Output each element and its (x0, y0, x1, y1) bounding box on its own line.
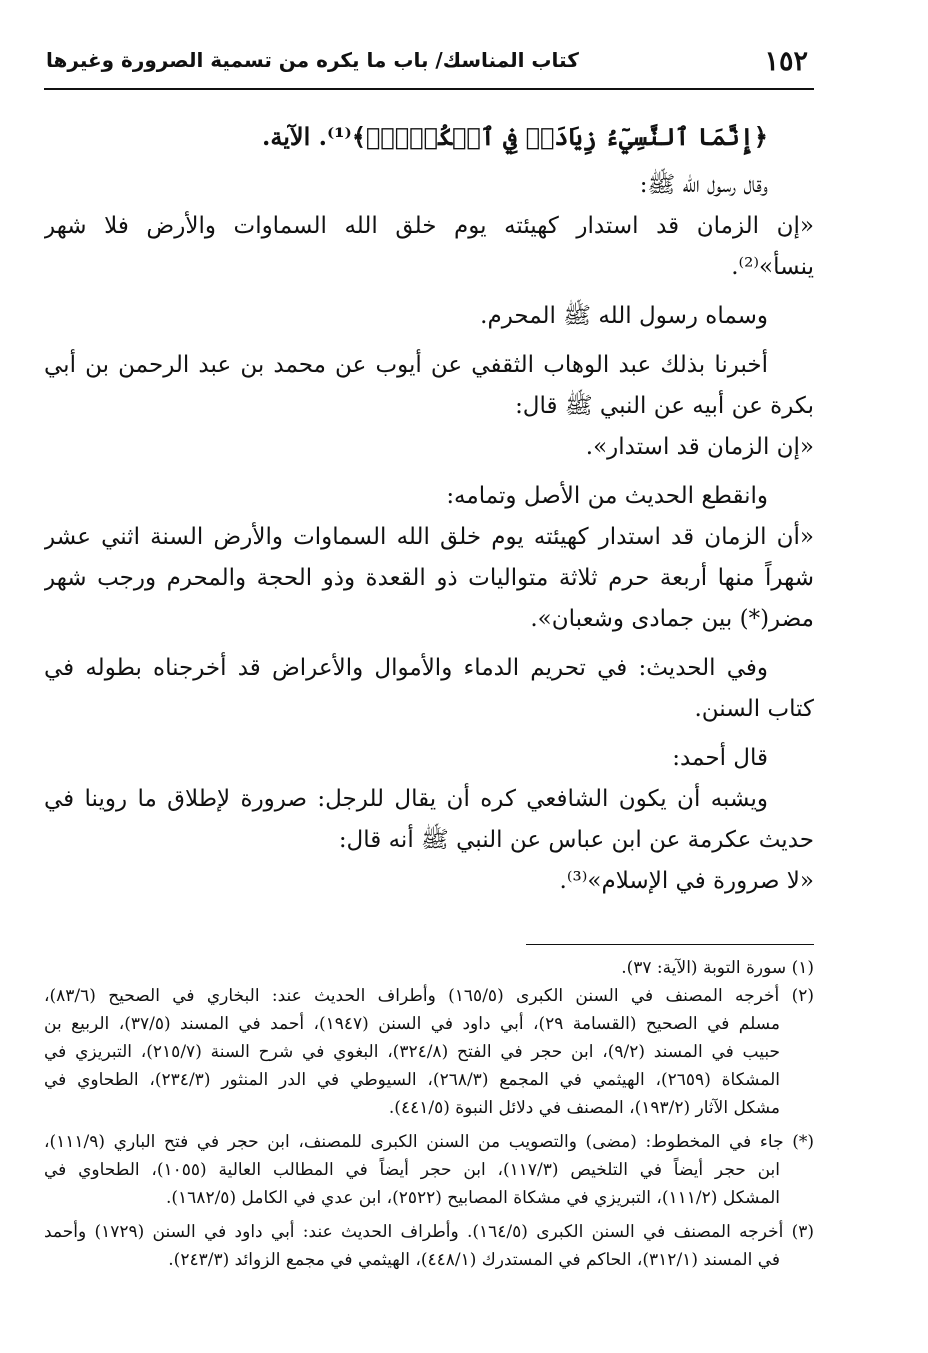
footnote-star-cont: المشكل (١١١/٢)، التبريزي في مشكاة المصابيح (٢٥٢٢)، ابن عدي في الكامل (١٦٨٢/٥). (166, 1188, 780, 1208)
isnad-line: أخبرنا بذلك عبد الوهاب الثقفي عن أيوب عن محمد بن عبد الرحمن بن أبي (44, 352, 768, 378)
footnote-star-cont: ابن حجر أيضاً في التلخيص (١١٧/٣)، ابن حجر أيضاً في المطالب العالية (١٠٥٥)، الطحاوي في (44, 1160, 780, 1180)
footnote-2-cont: مشكل الآثار (١٩٣/٢)، المصنف في دلائل النبوة (٤٤١/٥). (388, 1098, 780, 1118)
main-text (44, 116, 814, 902)
quran-verse: ﴿إِنَّمَا ٱلنَّسِيٓءُ زِيَادَةٞ فِي ٱلۡكُفۡرِۖ﴾⁽¹⁾. الآية. (262, 122, 768, 151)
text-line: قال أحمد: (672, 745, 768, 771)
footnotes (44, 954, 814, 1274)
footnote-2: (٢) أخرجه المصنف في السنن الكبرى (١٦٥/٥) وأطراف الحديث عند: البخاري في الصحيح (٨٣/٦)، (44, 986, 814, 1006)
page-header (44, 36, 814, 90)
hadith-line: «لا صرورة في الإسلام»⁽³⁾. (559, 868, 814, 894)
footnote-3-cont: في المسند (٣١٢/١)، الحاكم في المستدرك (٤٤٨/١)، الهيثمي في مجمع الزوائد (٢٤٣/٣). (168, 1250, 780, 1270)
hadith-line: «إن الزمان قد استدار كهيئته يوم خلق الله السماوات والأرض فلا شهر (44, 213, 814, 239)
footnote-2-cont: مسلم في الصحيح (القسامة ٢٩)، أبي داود في السنن (١٩٤٧)، أحمد في المسند (٣٧/٥)، الربيع بن (44, 1014, 780, 1034)
hadith-line: ينسأ»⁽²⁾. (731, 254, 814, 280)
footnote-2-cont: حبيب في المسند (٩/٢)، ابن حجر في الفتح (٣٢٤/٨)، البغوي في شرح السنة (٢١٥/٧)، التبريزي في (44, 1042, 780, 1062)
text-line: وسماه رسول الله ﷺ المحرم. (480, 303, 768, 329)
text-line: كتاب السنن. (694, 696, 814, 722)
footnote-divider (526, 944, 814, 945)
isnad-line: بكرة عن أبيه عن النبي ﷺ قال: (515, 393, 814, 419)
footnote-star: (*) جاء في المخطوط: (مضى) والتصويب من السنن الكبرى للمصنف، ابن حجر في فتح الباري (١١١/٩)، (44, 1132, 814, 1152)
text-line: وفي الحديث: في تحريم الدماء والأموال والأعراض قد أخرجناه بطوله في (44, 655, 768, 681)
hadith-line: «أن الزمان قد استدار كهيئته يوم خلق الله السماوات والأرض السنة اثني عشر (44, 524, 814, 550)
text-line: حديث عكرمة عن ابن عباس عن النبي ﷺ أنه قال: (338, 827, 814, 853)
text-line: ويشبه أن يكون الشافعي كره أن يقال للرجل: صرورة لإطلاق ما روينا في (44, 786, 768, 812)
footnote-3: (٣) أخرجه المصنف في السنن الكبرى (١٦٤/٥). وأطراف الحديث عند: أبي داود في السنن (١٧٢٩) وأحمد (44, 1222, 814, 1242)
hadith-line: شهراً منها أربعة حرم ثلاثة متواليات ذو القعدة وذو الحجة والمحرم ورجب شهر (44, 565, 814, 591)
text-line: وقال رسول الله ﷺ: (639, 172, 768, 198)
hadith-line: «إن الزمان قد استدار». (585, 434, 814, 460)
running-title: كتاب المناسك/ باب ما يكره من تسمية الصرورة وغيرها (46, 48, 579, 72)
page-number: ١٥٢ (764, 46, 808, 77)
text-line: وانقطع الحديث من الأصل وتمامه: (446, 483, 768, 509)
book-page (44, 36, 814, 1336)
hadith-line: مضر(*) بين جمادى وشعبان». (530, 606, 814, 632)
footnote-1: (١) سورة التوبة (الآية: ٣٧). (621, 958, 814, 978)
footnote-2-cont: المشكاة (٢٦٥٩)، الهيثمي في المجمع (٢٦٨/٣)، السيوطي في الدر المنثور (٢٣٤/٣)، الطحاوي في (44, 1070, 780, 1090)
